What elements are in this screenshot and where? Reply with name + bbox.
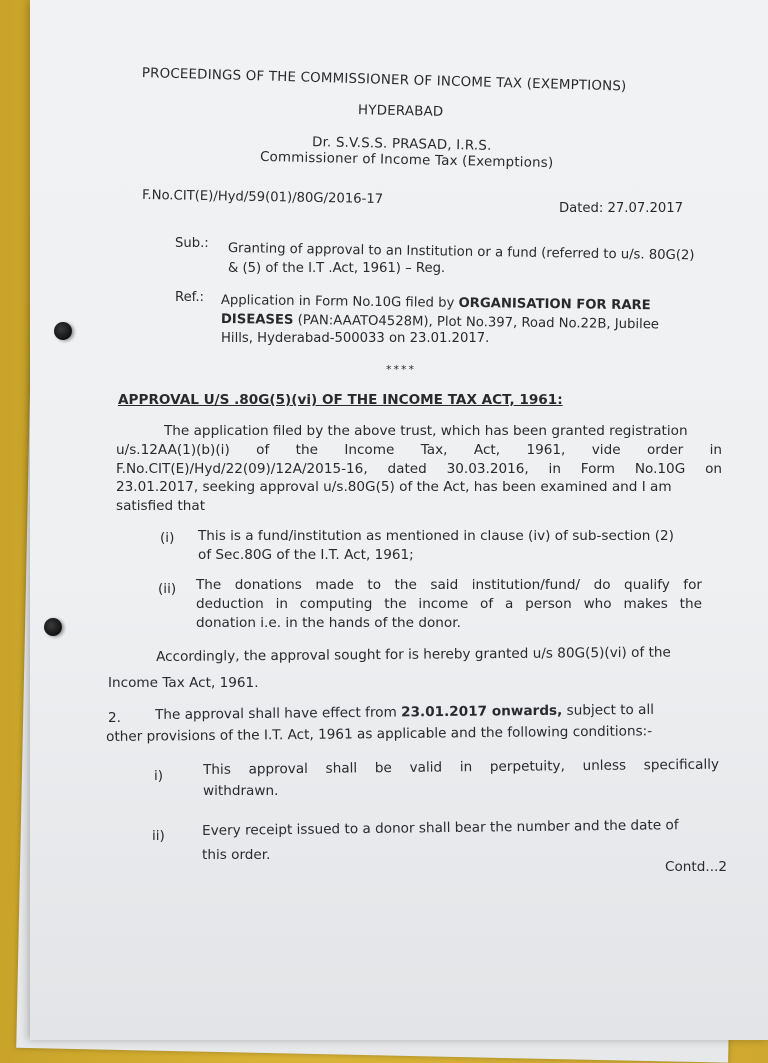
- reference-text: Application in Form No.10G filed by: [220, 293, 459, 311]
- header-city: HYDERABAD: [357, 103, 444, 120]
- punch-hole-top: [54, 322, 72, 340]
- para1-line-3: F.No.CIT(E)/Hyd/22(09)/12A/2015-16, dated 30.03.2016, in Form No.10G on: [116, 461, 722, 477]
- separator-stars: ****: [386, 363, 416, 376]
- para3-number: 2.: [108, 710, 121, 726]
- condition-b1-number: i): [154, 768, 164, 784]
- reference-label: Ref.:: [175, 290, 205, 305]
- condition-b1-line-2: withdrawn.: [203, 783, 279, 799]
- para3-line-1: [155, 702, 654, 723]
- continued-marker: Contd...2: [665, 859, 727, 875]
- condition-a1-line-2: of Sec.80G of the I.T. Act, 1961;: [198, 547, 414, 563]
- condition-b2-line-2: this order.: [202, 847, 271, 863]
- punch-hole-bottom: [44, 618, 62, 636]
- reference-line-3: Hills, Hyderabad-500033 on 23.01.2017.: [221, 331, 490, 346]
- subject-line-2: & (5) of the I.T .Act, 1961) – Reg.: [228, 261, 446, 276]
- subject-line-1: Granting of approval to an Institution or a fund (referred to u/s. 80G(2): [227, 241, 695, 264]
- para3-text-cont: subject to all: [562, 701, 655, 719]
- effective-date: 23.01.2017 onwards,: [401, 702, 563, 721]
- condition-b2-number: ii): [152, 828, 165, 844]
- condition-b2-line-1: Every receipt issued to a donor shall bear the number and the date of: [202, 817, 679, 839]
- condition-a2-line-3: donation i.e. in the hands of the donor.: [196, 615, 461, 631]
- subject-label: Sub.:: [175, 236, 209, 251]
- condition-b1-line-1: This approval shall be valid in perpetuity, unless specifically: [203, 756, 720, 778]
- order-date: Dated: 27.07.2017: [559, 201, 684, 216]
- para1-line-4: 23.01.2017, seeking approval u/s.80G(5) of the Act, has been examined and I am: [116, 479, 672, 495]
- para2-line-1: Accordingly, the approval sought for is hereby granted u/s 80G(5)(vi) of the: [156, 644, 671, 665]
- approval-heading: APPROVAL U/S .80G(5)(vi) OF THE INCOME TAX ACT, 1961:: [118, 392, 563, 408]
- officer-title: Commissioner of Income Tax (Exemptions): [259, 149, 554, 172]
- condition-a1-number: (i): [160, 530, 175, 546]
- condition-a2-number: (ii): [158, 581, 177, 597]
- para1-line-1: The application filed by the above trust, which has been granted registration: [164, 423, 688, 439]
- officer-name: Dr. S.V.S.S. PRASAD, I.R.S.: [311, 135, 492, 154]
- reference-line-1: [221, 293, 651, 313]
- header-title: PROCEEDINGS OF THE COMMISSIONER OF INCOME TAX (EXEMPTIONS): [141, 66, 627, 95]
- para1-line-2: u/s.12AA(1)(b)(i) of the Income Tax, Act, 1961, vide order in: [116, 442, 722, 458]
- reference-line-2: [221, 312, 659, 332]
- para3-text: The approval shall have effect from: [155, 704, 402, 723]
- condition-a2-line-2: deduction in computing the income of a person who makes the: [196, 596, 702, 612]
- organisation-name: ORGANISATION FOR RARE: [458, 295, 651, 314]
- reference-address: (PAN:AAATO4528M), Plot No.397, Road No.22B, Jubilee: [293, 312, 660, 333]
- condition-a2-line-1: The donations made to the said institution/fund/ do qualify for: [196, 577, 702, 593]
- para1-line-5: satisfied that: [116, 498, 206, 514]
- organisation-name-cont: DISEASES: [220, 312, 294, 328]
- condition-a1-line-1: This is a fund/institution as mentioned in clause (iv) of sub-section (2): [198, 528, 674, 544]
- document-page: [30, 0, 768, 1040]
- para3-line-2: other provisions of the I.T. Act, 1961 as applicable and the following conditions:-: [106, 723, 653, 745]
- file-number: F.No.CIT(E)/Hyd/59(01)/80G/2016-17: [141, 187, 384, 208]
- para2-line-2: Income Tax Act, 1961.: [108, 675, 259, 691]
